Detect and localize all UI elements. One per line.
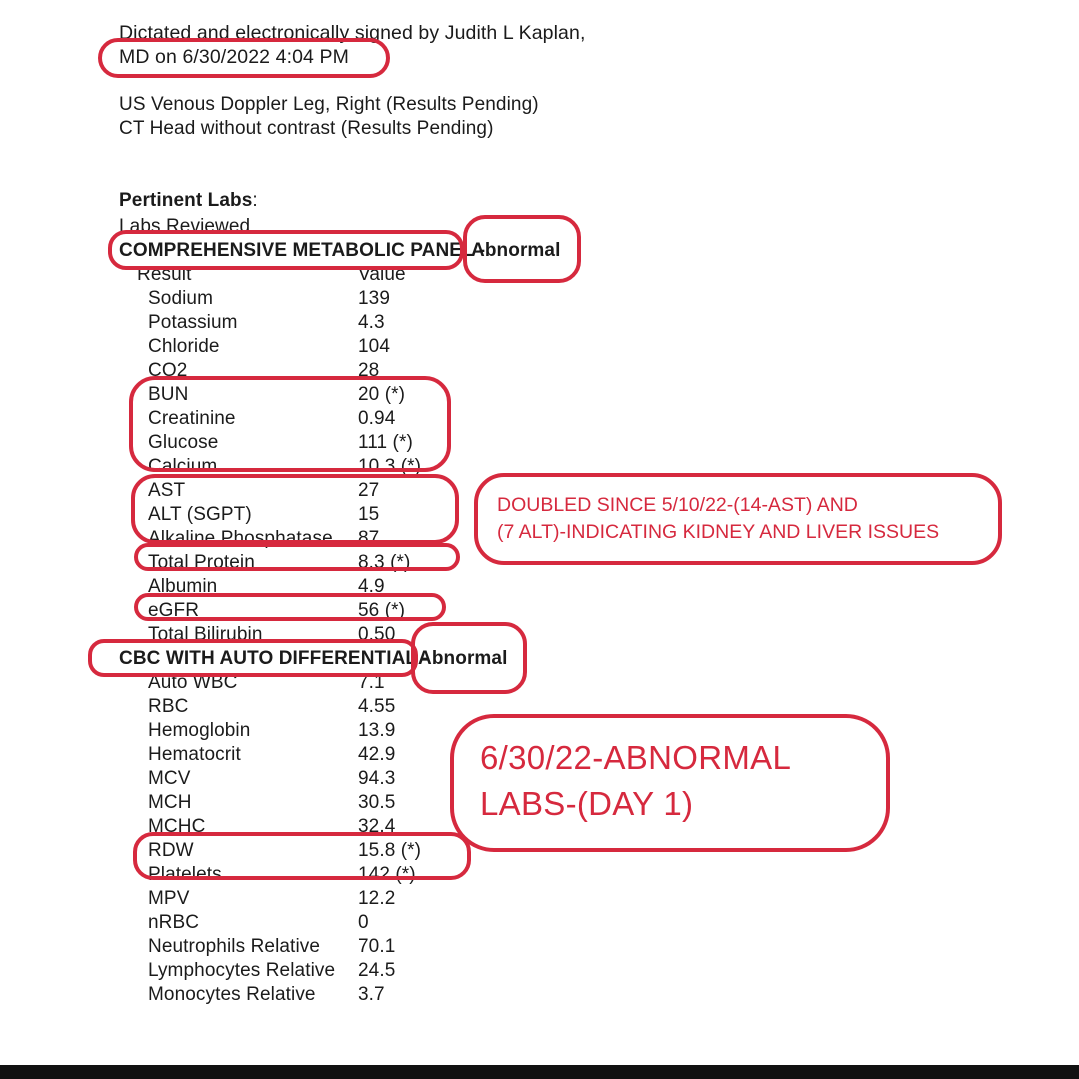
lab-row-value: 56 (*) <box>358 600 406 621</box>
lab-row-value: 4.9 <box>358 576 385 597</box>
lab-row-value: 28 <box>358 360 380 381</box>
panel-1-title: COMPREHENSIVE METABOLIC PANEL - <box>119 240 486 261</box>
lab-row-value: 42.9 <box>358 744 396 765</box>
lab-row-name: nRBC <box>148 912 200 933</box>
annotation-liver-note-line-1: DOUBLED SINCE 5/10/22-(14-AST) AND <box>497 494 858 516</box>
lab-row-name: RDW <box>148 840 194 861</box>
lab-row-value: 111 (*) <box>358 432 413 453</box>
labs-reviewed-label: Labs Reviewed <box>119 216 251 237</box>
lab-row-value: 70.1 <box>358 936 396 957</box>
lab-row-value: 8.3 (*) <box>358 552 411 573</box>
signature-line-2: MD on 6/30/2022 4:04 PM <box>119 46 349 68</box>
lab-row-name: Auto WBC <box>148 672 238 693</box>
lab-row-name: Platelets <box>148 864 222 885</box>
panel-2-status: Abnormal <box>418 648 508 669</box>
lab-row-name: Potassium <box>148 312 238 333</box>
lab-row-name: Monocytes Relative <box>148 984 316 1005</box>
lab-row-value: 3.7 <box>358 984 385 1005</box>
lab-row-name: RBC <box>148 696 189 717</box>
lab-row-value: 142 (*) <box>358 864 416 885</box>
lab-row-value: 15 <box>358 504 380 525</box>
lab-row-name: Neutrophils Relative <box>148 936 321 957</box>
lab-row-name: Calcium <box>148 456 218 477</box>
lab-row-name: MCH <box>148 792 192 813</box>
lab-row-name: Alkaline Phosphatase <box>148 528 333 549</box>
lab-row-value: 15.8 (*) <box>358 840 422 861</box>
lab-row-name: Chloride <box>148 336 220 357</box>
lab-row-name: AST <box>148 480 186 501</box>
pertinent-labs-heading-colon: : <box>252 190 258 211</box>
lab-row-name: ALT (SGPT) <box>148 504 252 525</box>
panel-1-col-value: Value <box>358 264 406 285</box>
lab-row-value: 24.5 <box>358 960 396 981</box>
lab-row-name: Hematocrit <box>148 744 241 765</box>
lab-row-value: 94.3 <box>358 768 396 789</box>
lab-row-value: 12.2 <box>358 888 396 909</box>
panel-2-title: CBC WITH AUTO DIFFERENTIAL - <box>119 648 429 669</box>
bottom-bar <box>0 1065 1079 1079</box>
annotation-abnormal-note-line-1: 6/30/22-ABNORMAL <box>480 739 792 776</box>
lab-row-value: 10.3 (*) <box>358 456 422 477</box>
lab-row-value: 7.1 <box>358 672 385 693</box>
lab-row-value: 104 <box>358 336 391 357</box>
annotation-liver-note-line-2: (7 ALT)-INDICATING KIDNEY AND LIVER ISSUES <box>497 521 940 543</box>
lab-row-name: Total Protein <box>148 552 255 573</box>
lab-row-name: MCHC <box>148 816 206 837</box>
lab-row-value: 30.5 <box>358 792 396 813</box>
signature-line-1: Dictated and electronically signed by Judith L Kaplan, <box>119 22 586 44</box>
lab-row-name: Glucose <box>148 432 219 453</box>
lab-row-value: 13.9 <box>358 720 396 741</box>
lab-row-value: 0.94 <box>358 408 396 429</box>
pertinent-labs-heading-text: Pertinent Labs <box>119 190 253 211</box>
lab-row-name: Hemoglobin <box>148 720 251 741</box>
lab-row-name: eGFR <box>148 600 200 621</box>
lab-row-value: 0 <box>358 912 369 933</box>
pending-order-2: CT Head without contrast (Results Pending) <box>119 118 494 139</box>
lab-row-value: 32.4 <box>358 816 396 837</box>
pertinent-labs-heading <box>119 190 258 212</box>
lab-row-value: 27 <box>358 480 380 501</box>
lab-row-value: 4.3 <box>358 312 385 333</box>
lab-row-name: MPV <box>148 888 190 909</box>
lab-row-name: BUN <box>148 384 189 405</box>
lab-row-value: 139 <box>358 288 391 309</box>
lab-row-name: Creatinine <box>148 408 236 429</box>
lab-row-name: MCV <box>148 768 191 789</box>
panel-1-col-result: Result <box>137 264 192 285</box>
annotation-abnormal-note-line-2: LABS-(DAY 1) <box>480 785 694 822</box>
lab-row-value: 20 (*) <box>358 384 406 405</box>
lab-row-name: Albumin <box>148 576 218 597</box>
lab-row-value: 0.50 <box>358 624 396 645</box>
lab-row-name: CO2 <box>148 360 188 381</box>
pending-order-1: US Venous Doppler Leg, Right (Results Pending) <box>119 94 539 115</box>
lab-row-value: 4.55 <box>358 696 396 717</box>
lab-row-name: Sodium <box>148 288 214 309</box>
lab-row-name: Lymphocytes Relative <box>148 960 336 981</box>
lab-row-value: 87 <box>358 528 380 549</box>
lab-row-name: Total Bilirubin <box>148 624 263 645</box>
panel-1-status: Abnormal <box>471 240 561 261</box>
